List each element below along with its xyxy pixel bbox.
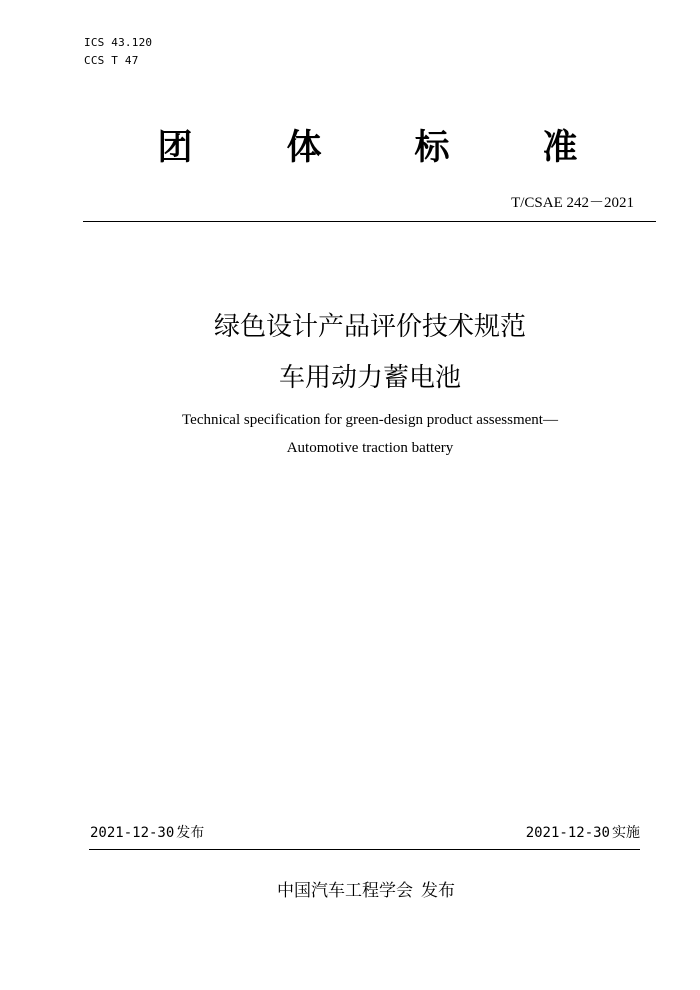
issue-date-value: 2021-12-30 (90, 825, 175, 841)
standard-type-char: 体 (286, 128, 322, 168)
standard-number: T/CSAE 242－2021 (511, 195, 634, 211)
standard-type-char: 标 (414, 128, 450, 168)
footer-divider (89, 849, 640, 850)
ccs-code: CCS T 47 (84, 54, 139, 67)
publisher-suffix: 发布 (421, 881, 455, 901)
implementation-date-value: 2021-12-30 (525, 825, 610, 841)
standard-type-char: 团 (157, 128, 193, 168)
issue-date (90, 824, 204, 842)
implementation-date-label: 实施 (612, 825, 640, 841)
implementation-date (526, 824, 640, 842)
chinese-title-line-1: 绿色设计产品评价技术规范 (213, 312, 526, 342)
english-title-line-1: Technical specification for green-design product assessment— (182, 412, 558, 428)
english-title-line-2: Automotive traction battery (286, 440, 454, 456)
publisher (0, 880, 700, 902)
publisher-name: 中国汽车工程学会 (277, 881, 413, 901)
standard-type-char: 准 (542, 128, 578, 168)
header-divider (83, 221, 656, 222)
chinese-title-line-2: 车用动力蓄电池 (278, 363, 461, 393)
ics-code: ICS 43.120 (84, 36, 153, 49)
issue-date-label: 发布 (176, 825, 205, 841)
